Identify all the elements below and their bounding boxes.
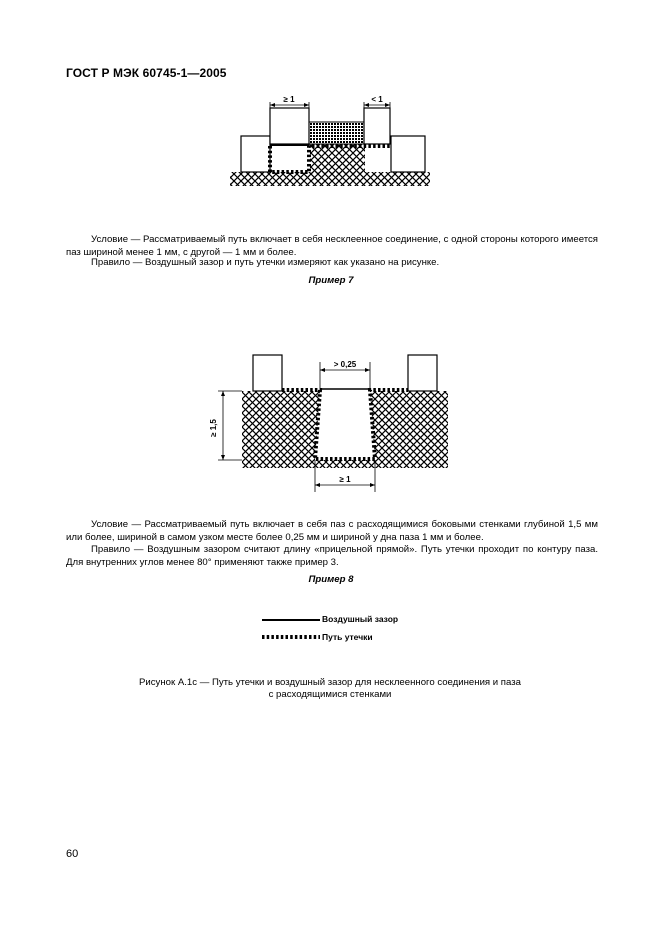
- dim-label-right: < 1: [371, 95, 383, 104]
- body-hatch: [242, 391, 448, 468]
- dim-label-depth: ≥ 1,5: [209, 419, 218, 437]
- left-inner-block: [270, 108, 309, 144]
- left-outer-block: [241, 136, 270, 172]
- right-outer-block: [391, 136, 425, 172]
- figure-example-8: [200, 350, 460, 498]
- example7-rule: Правило — Воздушный зазор и путь утечки измеряют как указано на рисунке.: [91, 257, 440, 268]
- example8-rule: Правило — Воздушным зазором считают длину «прицельной прямой». Путь утечки проходит по контуру паза. Для внутренних углов менее 80° применяют также пример 3.: [66, 544, 598, 568]
- page-number: 60: [66, 848, 79, 860]
- figure-caption: [80, 677, 580, 702]
- dim-label-left: ≥ 1: [283, 95, 295, 104]
- dim-label-top: > 0,25: [333, 360, 357, 369]
- dim-label-bottom: ≥ 1: [339, 475, 351, 484]
- legend-creepage-label: Путь утечки: [322, 632, 373, 642]
- example8-caption: Пример 8: [308, 574, 354, 585]
- legend-clearance-label: Воздушный зазор: [322, 614, 399, 624]
- ground-hatch: [230, 172, 430, 186]
- legend-clearance-swatch: [262, 617, 320, 623]
- example7-condition: Условие — Рассматриваемый путь включает в себя несклеенное соединение, с одной стороны которого имеется паз шириной менее 1 мм, с другой — 1 мм и более.: [66, 234, 598, 258]
- right-inner-block: [364, 108, 390, 144]
- example7-caption: Пример 7: [308, 275, 354, 286]
- figure-example-7: [220, 90, 440, 190]
- center-block: [309, 122, 364, 144]
- right-square: [408, 355, 437, 391]
- figure-caption-line2: с расходящимися стенками: [268, 689, 392, 701]
- figure-caption-line1: Рисунок А.1с — Путь утечки и воздушный зазор для несклеенного соединения и паза: [139, 677, 521, 688]
- legend-creepage-swatch: [262, 634, 320, 640]
- left-square: [253, 355, 282, 391]
- center-body-hatch: [310, 144, 365, 174]
- example8-condition: Условие — Рассматриваемый путь включает в себя паз с расходящимися боковыми стенками глубиной 1,5 мм или более, шириной в самом узком месте более 0,25 мм и шириной у дна паза 1 мм и более.: [66, 519, 598, 543]
- document-header: ГОСТ Р МЭК 60745-1—2005: [66, 66, 227, 80]
